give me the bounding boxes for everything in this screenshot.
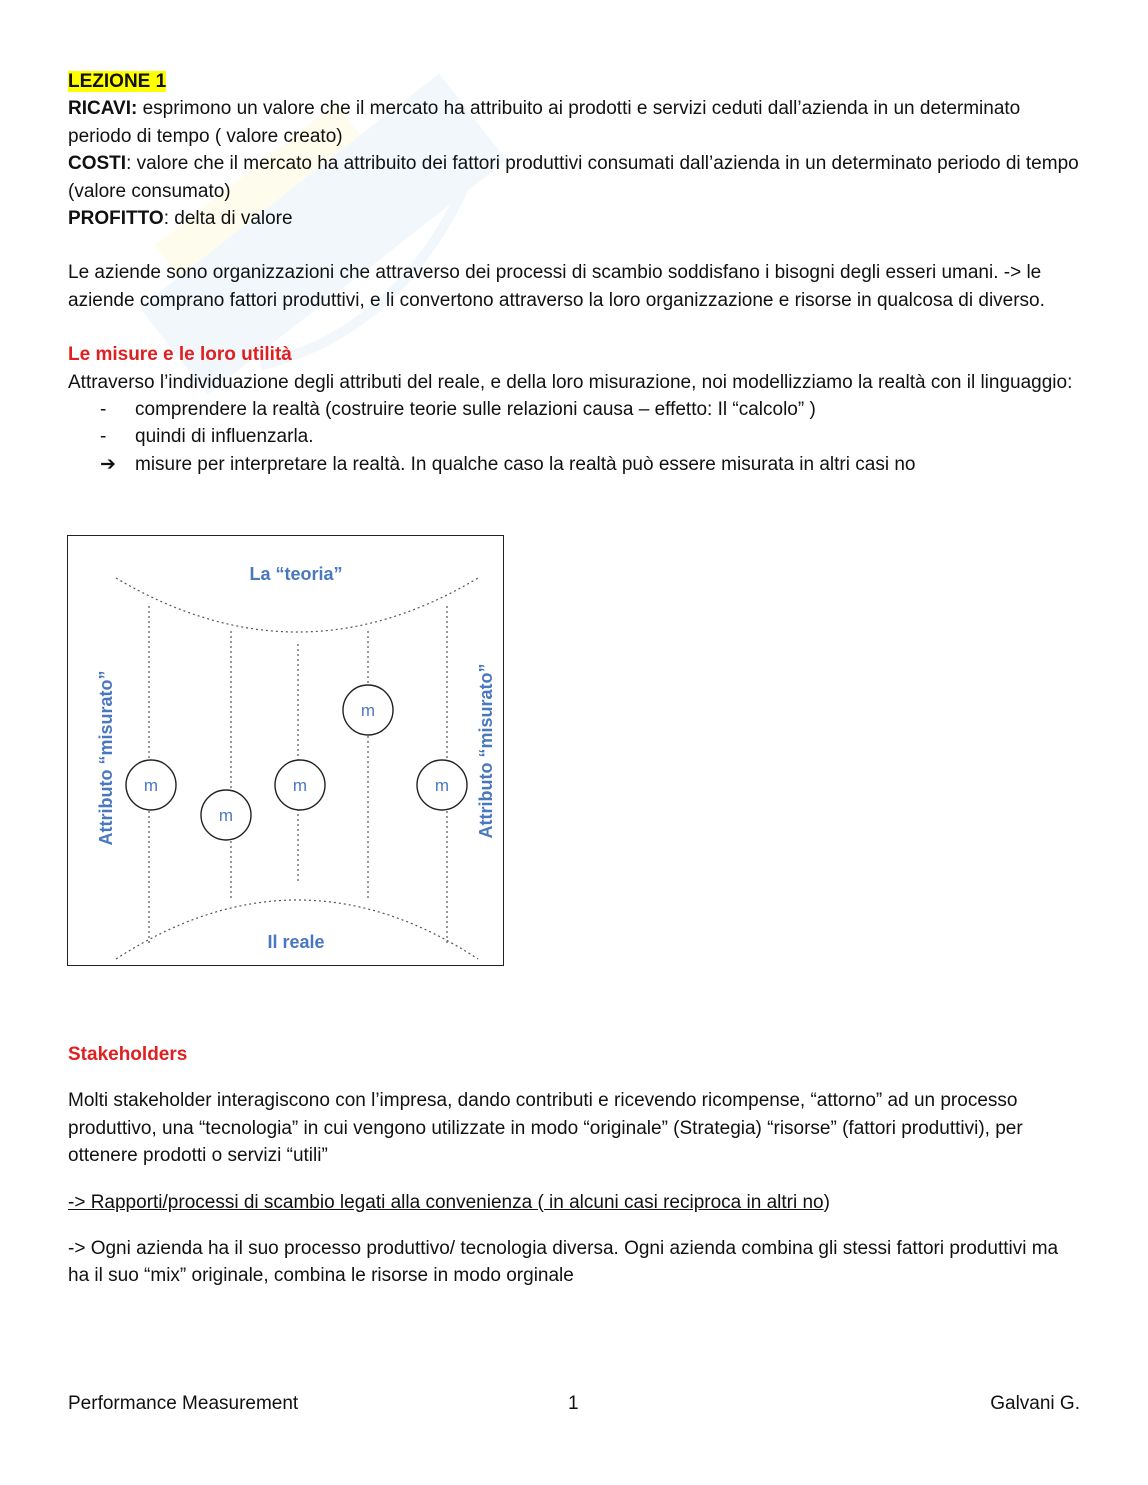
document-body <box>68 68 1080 478</box>
measures-paragraph: Attraverso l’individuazione degli attributi del reale, e della loro misurazione, noi modellizziamo la realtà con il linguaggio: <box>68 371 1073 393</box>
arrow-bullet <box>68 451 1080 478</box>
lesson-title: LEZIONE 1 <box>68 71 167 92</box>
footer-page-number: 1 <box>568 1393 579 1414</box>
stakeholders-point-1 <box>68 1189 1080 1216</box>
node-label: m <box>292 776 308 795</box>
page-footer <box>68 1393 1080 1420</box>
node-label: m <box>360 701 376 720</box>
definition-costi <box>68 150 1080 205</box>
theory-label: La “teoria” <box>249 564 343 584</box>
definition-text: esprimono un valore che il mercato ha attribuito ai prodotti e servizi ceduti dall’azienda in un determinato periodo di tempo ( valore creato) <box>68 98 1021 147</box>
definition-term: COSTI <box>68 153 127 175</box>
point-tail: ) <box>823 1191 830 1213</box>
definition-term: RICAVI: <box>68 98 138 120</box>
definition-text: : delta di valore <box>163 208 293 230</box>
list-item: - comprendere la realtà (costruire teorie sulle relazioni causa – effetto: Il “calcolo” ) <box>68 396 1080 423</box>
node-label: m <box>218 806 234 825</box>
definition-ricavi <box>68 95 1080 150</box>
definition-profitto <box>68 205 1080 232</box>
stakeholders-section <box>68 1022 1080 1309</box>
theory-curve <box>116 578 478 632</box>
stakeholders-paragraph: Molti stakeholder interagiscono con l’impresa, dando contributi e ricevendo ricompense, “attorno” ad un processo produttivo, una “tecnologia” in cui vengono utilizzate in modo “originale” (Strategia) “risorse” (fattori produttivi), per ottenere prodotti o servizi “utili” <box>68 1090 1023 1167</box>
measurement-diagram <box>67 535 504 966</box>
right-attribute-label: Attributo “misurato” <box>476 663 496 839</box>
intro-paragraph: Le aziende sono organizzazioni che attraverso dei processi di scambio soddisfano i bisogni degli esseri umani. -> le aziende comprano fattori produttivi, e li convertono attraverso la loro organizzazione e risorse in qualcosa di diverso. <box>68 262 1045 311</box>
left-attribute-label: Attributo “misurato” <box>96 670 116 846</box>
diagram-canvas <box>68 536 505 967</box>
footer-author: Galvani G. <box>990 1393 1080 1414</box>
arrow-bullet-text: misure per interpretare la realtà. In qualche caso la realtà può essere misurata in altri casi no <box>135 453 916 475</box>
node-label: m <box>143 776 159 795</box>
reality-label: Il reale <box>267 932 325 952</box>
list-item: - quindi di influenzarla. <box>68 423 1080 450</box>
definition-term: PROFITTO <box>68 208 164 230</box>
node-label: m <box>434 776 450 795</box>
measures-heading: Le misure e le loro utilità <box>68 344 292 366</box>
definition-text: : valore che il mercato ha attribuito dei fattori produttivi consumati dall’azienda in un determinato periodo di tempo (valore consumato) <box>68 153 1079 202</box>
measures-bullet-list <box>68 396 1080 451</box>
stakeholders-heading: Stakeholders <box>68 1044 188 1065</box>
arrow-right-icon: ➔ <box>100 453 116 475</box>
stakeholders-point-2: -> Ogni azienda ha il suo processo produttivo/ tecnologia diversa. Ogni azienda combina gli stessi fattori produttivi ma ha il suo “mix” originale, combina le risorse in modo orginale <box>68 1238 1059 1287</box>
footer-course-title: Performance Measurement <box>68 1393 299 1414</box>
underlined-text: -> Rapporti/processi di scambio legati alla convenienza ( in alcuni casi reciproca in altri no <box>68 1191 824 1213</box>
